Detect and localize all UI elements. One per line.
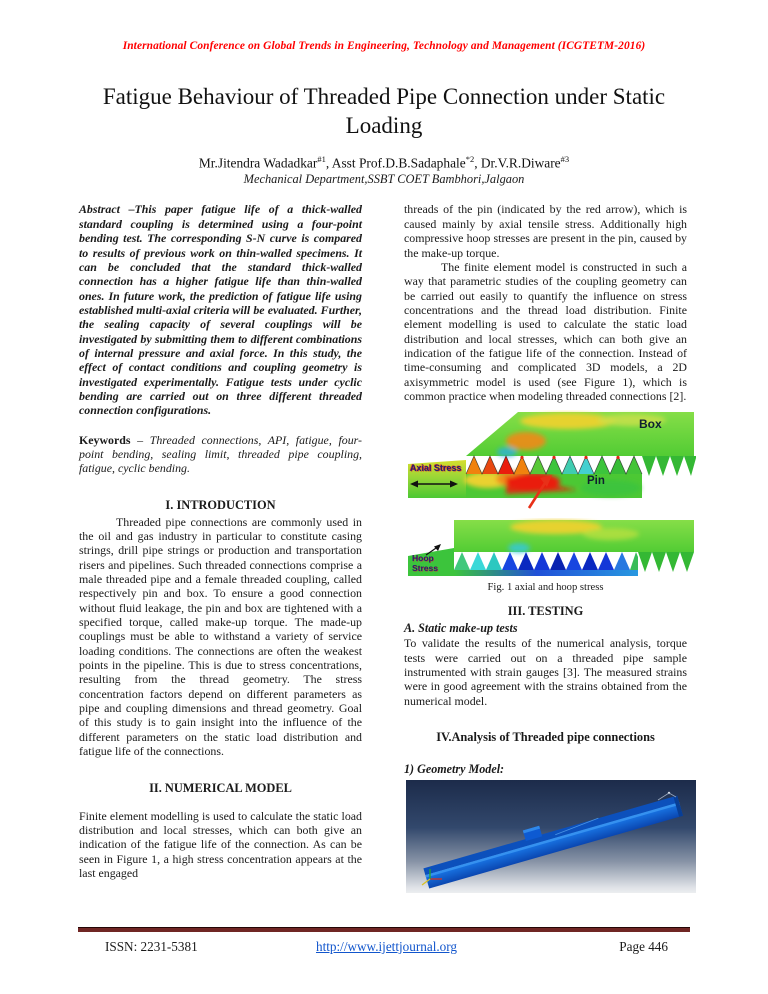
author-1-sup: #1 xyxy=(317,154,326,164)
axial-stress-label: Axial Stress xyxy=(410,463,462,474)
authors-line xyxy=(0,154,768,171)
figure1-caption: Fig. 1 axial and hoop stress xyxy=(487,582,604,594)
hoop-stress-label: Hoop Stress xyxy=(412,553,438,573)
subheading-geometry-model: 1) Geometry Model: xyxy=(404,762,505,776)
author-2-sup: *2 xyxy=(465,154,475,164)
box-label: Box xyxy=(639,417,662,432)
section-heading-testing: III. TESTING xyxy=(507,604,584,619)
author-sep-1: , xyxy=(325,155,332,171)
free-box-threads xyxy=(642,456,696,476)
author-3-sup: #3 xyxy=(560,154,570,164)
left-column xyxy=(79,202,362,893)
author-1: Mr.Jitendra Wadadkar xyxy=(198,155,318,171)
paper-title: Fatigue Behaviour of Threaded Pipe Connection under Static Loading xyxy=(102,84,666,138)
keywords-paragraph xyxy=(79,433,362,476)
subheading-static-makeup-tests: A. Static make-up tests xyxy=(404,621,518,636)
abstract-paragraph xyxy=(79,202,362,417)
geometry-model-image xyxy=(406,780,696,893)
right-paragraph-2: The finite element model is constructed in such a way that parametric studies of the coupling geometry can be carried out easily to quantify the influence on stress concentrations and the thread load distribution. Finite element modelling is used to calculate the static load distribution and local stresses, which can both give an indication of the fatigue life of the connection. Instead of time-consuming and complicated 3D models, a 2D axisymmetric model is used (see Figure 1), which is common practice when modeling threaded connections [2]. xyxy=(404,259,687,403)
hoop-engaged-threads xyxy=(454,552,638,570)
section-heading-numerical-model: II. NUMERICAL MODEL xyxy=(149,780,292,795)
footer-page-number: Page 446 xyxy=(619,939,668,954)
conference-header: International Conference on Global Trends in Engineering, Technology and Management (ICGTETM-2016) xyxy=(122,40,646,52)
right-column xyxy=(404,202,687,893)
footer-row xyxy=(78,939,690,955)
hoop-free-threads xyxy=(638,552,694,572)
engaged-threads xyxy=(466,456,642,474)
hoop-stress-figure xyxy=(406,518,696,576)
numerical-model-paragraph: Finite element modelling is used to calculate the static load distribution and local stresses, which can both give an indication of the fatigue life of the connection. As can be seen in Figure 1, a high stress concentration appears at the last engaged xyxy=(79,808,362,880)
hoop-pin-body xyxy=(454,570,638,576)
affiliation: Mechanical Department,SSBT COET Bambhori,Jalgaon xyxy=(243,172,525,187)
keywords-text: – Threaded connections, API, fatigue, four-point bending, sealing limit, threaded pipe coupling, fatigue, cyclic bending. xyxy=(79,432,362,476)
footer-rule xyxy=(78,927,690,932)
axial-stress-figure xyxy=(406,410,696,510)
section-heading-introduction: I. INTRODUCTION xyxy=(165,497,276,512)
two-column-body xyxy=(0,202,768,893)
page-footer xyxy=(78,927,690,955)
section-heading-analysis: IV.Analysis of Threaded pipe connections xyxy=(436,730,655,744)
hoop-box-region xyxy=(454,520,694,553)
footer-issn: ISSN: 2231-5381 xyxy=(105,939,198,954)
author-3: Dr.V.R.Diware xyxy=(480,155,561,171)
right-paragraph-1: threads of the pin (indicated by the red arrow), which is caused mainly by axial tensile stress. Additionally high compressive hoop stresses are present in the pin, caused by the make-up torque. xyxy=(404,202,687,260)
pin-label: Pin xyxy=(587,475,605,488)
pin-region xyxy=(464,471,642,498)
testing-paragraph: To validate the results of the numerical analysis, torque tests were carried out on a threaded pipe sample instrumented with strain gauges [3]. The measured strains were in good agreement with the strains obtained from the numerical model. xyxy=(404,636,687,708)
geometry-model-figure xyxy=(406,780,696,893)
abstract-text: –This paper fatigue life of a thick-walled standard coupling is determined using a four-point bending test. The corresponding S-N curve is compared to results of previous work on thin-walled specimens. It can be concluded that the standard thick-walled connection has a higher fatigue life than thin-walled ones. In future work, the prediction of fatigue life using established multi-axial criteria will be evaluated. Further, the sealing capacity of several couplings will be investigated by submitting them to different combinations of internal pressure and axial force. In this study, the effect of contact conditions and coupling geometry is investigated experimentally. Fatigue tests under cyclic bending are carried out on three different threaded connection configurations. xyxy=(79,202,362,418)
author-2: Asst Prof.D.B.Sadaphale xyxy=(331,155,466,171)
footer-journal-link[interactable]: http://www.ijettjournal.org xyxy=(315,939,458,954)
hoop-stress-fea-image xyxy=(406,518,696,576)
author-sep-2: , xyxy=(474,155,481,171)
abstract-label: Abstract xyxy=(79,202,120,217)
keywords-label: Keywords xyxy=(79,432,131,447)
introduction-paragraph: Threaded pipe connections are commonly used in the oil and gas industry in particular to constitute casing strings, drill pipe strings or production and transportation risers and pipelines. Such threaded connections comprise a male threaded pipe and a female threaded coupling, called respectively pin and box. To ensure a good connection without fluid leakage, the pin and box are tightened with a specified torque, called make-up torque. The made-up couplings must be able to withstand a variety of service loading conditions. The connections are often the weakest points in the pipeline. This is due to stress concentrations, resulting from the thread geometry. The stress concentration factors depend on different parameters as pipe and coupling dimensions and thread geometry. Goal of this study is to gain insight into the influence of the different parameters on the static load distribution and fatigue life of the connections. xyxy=(79,514,362,759)
